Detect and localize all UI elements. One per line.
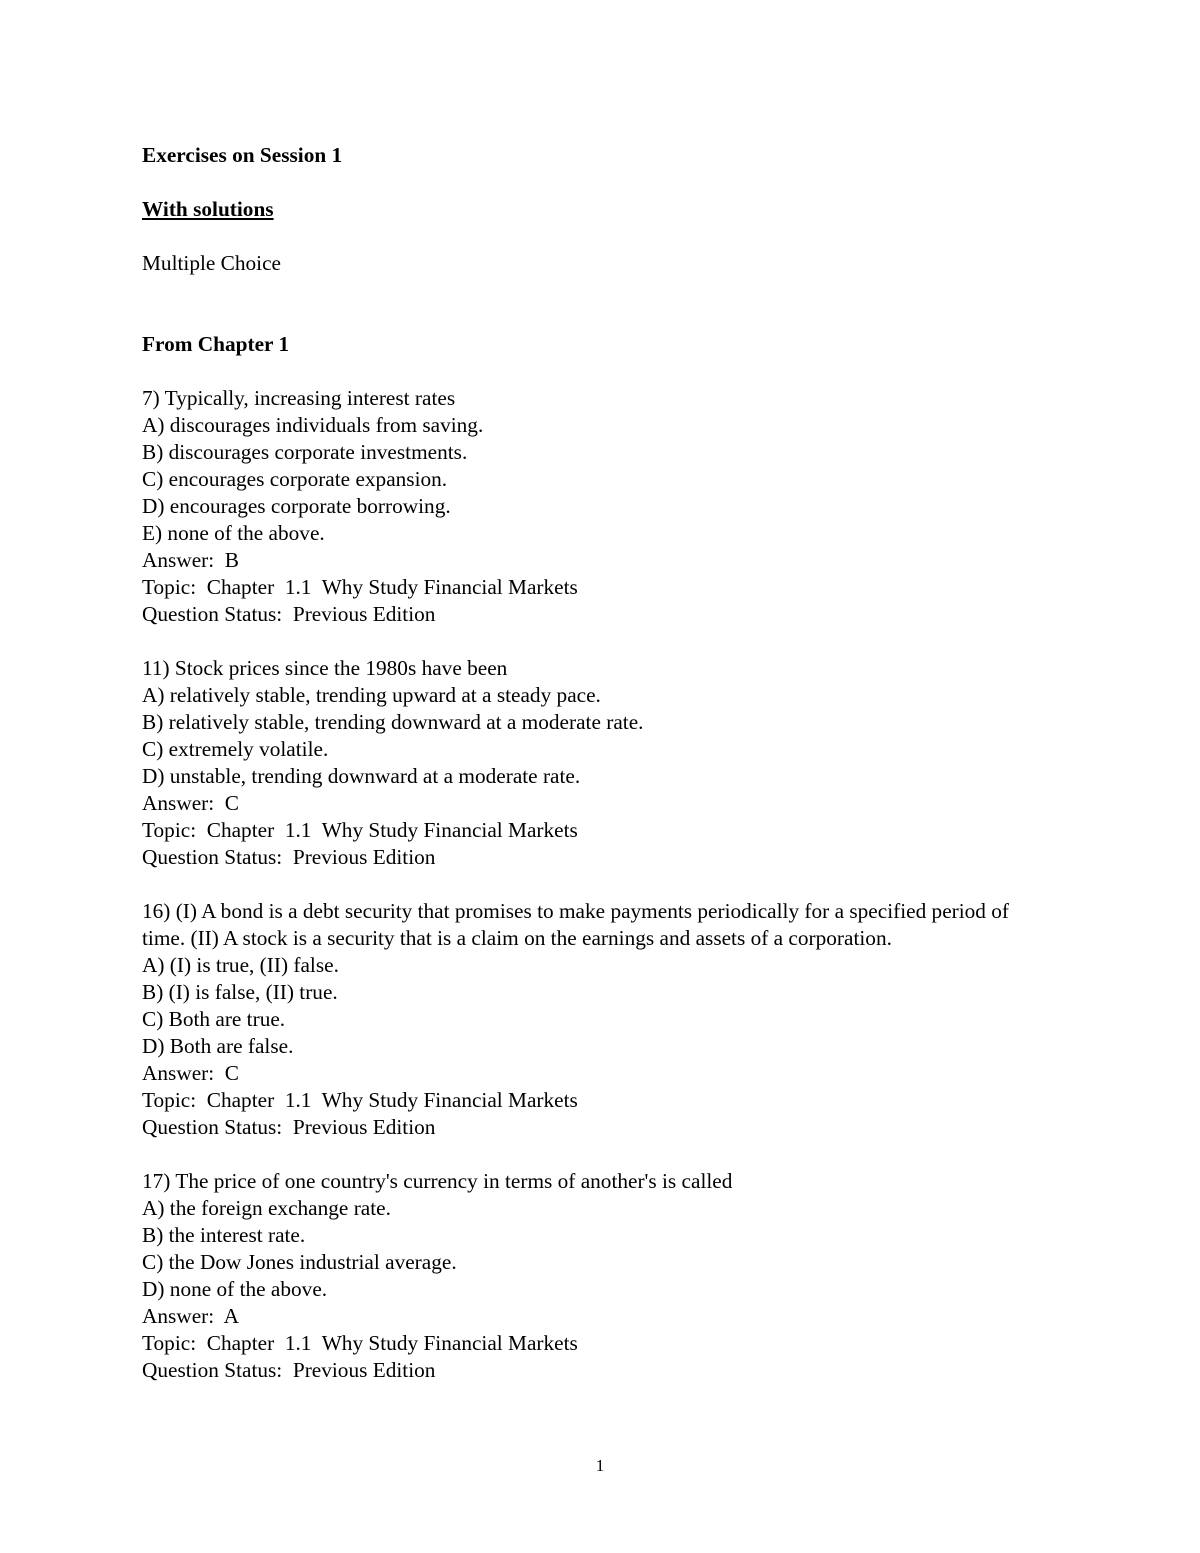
answer-option: B) the interest rate. [142,1223,306,1247]
question-topic: Topic: Chapter 1.1 Why Study Financial Markets [142,1331,578,1355]
answer-option: D) encourages corporate borrowing. [142,494,451,518]
question-block [142,385,1042,628]
answer-key: Answer: A [142,1304,240,1328]
question-stem: 11) Stock prices since the 1980s have been [142,656,508,680]
question-status: Question Status: Previous Edition [142,1358,436,1382]
answer-option: B) discourages corporate investments. [142,440,468,464]
answer-option: C) Both are true. [142,1007,286,1031]
question-status: Question Status: Previous Edition [142,845,436,869]
answer-key: Answer: C [142,1061,240,1085]
answer-key: Answer: C [142,791,240,815]
question-block [142,655,1042,871]
page-number: 1 [595,1456,605,1475]
answer-option: C) encourages corporate expansion. [142,467,448,491]
answer-option: B) (I) is false, (II) true. [142,980,338,1004]
question-topic: Topic: Chapter 1.1 Why Study Financial Markets [142,1088,578,1112]
answer-key: Answer: B [142,548,240,572]
question-topic: Topic: Chapter 1.1 Why Study Financial Markets [142,818,578,842]
document-subtitle: With solutions [142,197,274,221]
question-status: Question Status: Previous Edition [142,602,436,626]
question-topic: Topic: Chapter 1.1 Why Study Financial Markets [142,575,578,599]
answer-option: B) relatively stable, trending downward at a moderate rate. [142,710,644,734]
answer-option: D) Both are false. [142,1034,294,1058]
question-stem: 17) The price of one country's currency in terms of another's is called [142,1169,733,1193]
page-content [142,142,1042,1384]
answer-option: A) discourages individuals from saving. [142,413,484,437]
document-title: Exercises on Session 1 [142,143,343,167]
answer-option: D) unstable, trending downward at a moderate rate. [142,764,581,788]
question-stem: 16) (I) A bond is a debt security that promises to make payments periodically for a specified period of time. (II) A stock is a security that is a claim on the earnings and assets of a corporation. [142,899,1010,950]
answer-option: D) none of the above. [142,1277,328,1301]
answer-option: A) (I) is true, (II) false. [142,953,339,977]
question-block [142,1168,1042,1384]
question-status: Question Status: Previous Edition [142,1115,436,1139]
question-type-label: Multiple Choice [142,251,282,275]
question-block [142,898,1042,1141]
answer-option: E) none of the above. [142,521,325,545]
question-stem: 7) Typically, increasing interest rates [142,386,456,410]
answer-option: A) the foreign exchange rate. [142,1196,391,1220]
section-heading: From Chapter 1 [142,332,290,356]
answer-option: A) relatively stable, trending upward at a steady pace. [142,683,601,707]
answer-option: C) the Dow Jones industrial average. [142,1250,457,1274]
answer-option: C) extremely volatile. [142,737,329,761]
